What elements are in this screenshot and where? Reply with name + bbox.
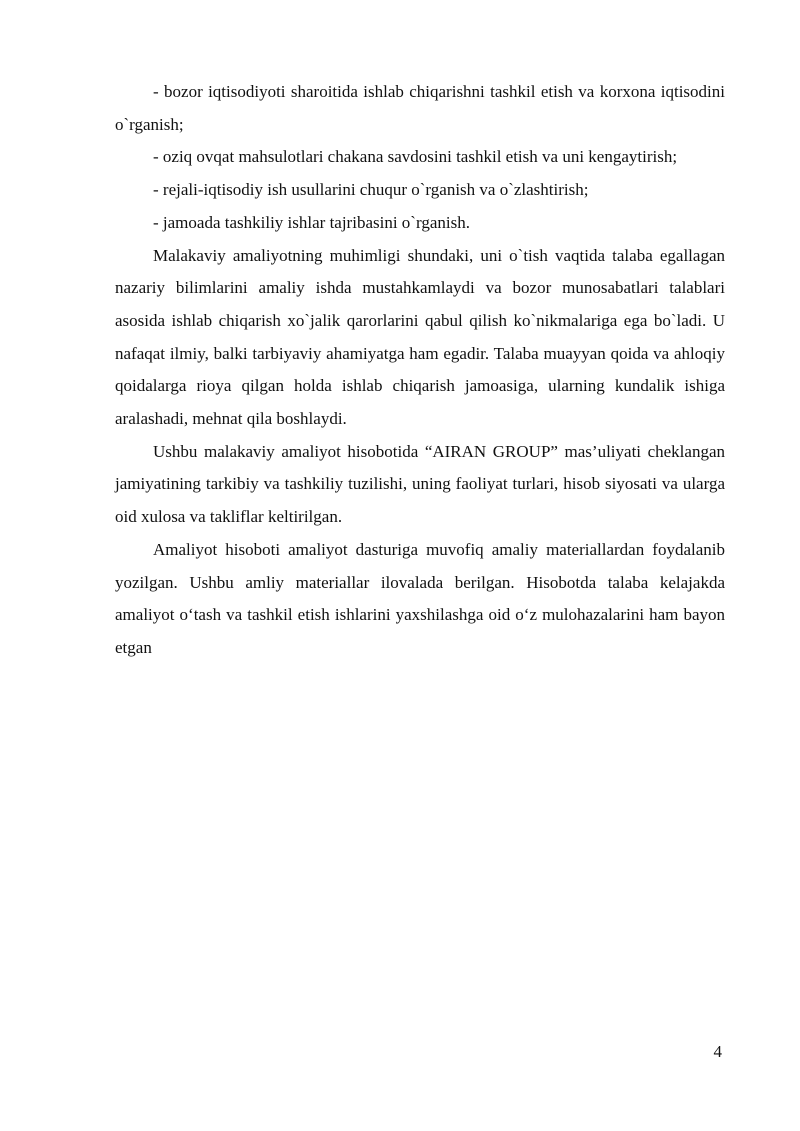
document-body	[115, 76, 725, 665]
list-item-team-experience: - jamoada tashkiliy ishlar tajribasini o`rganish.	[153, 212, 470, 232]
page-number: 4	[713, 1042, 722, 1061]
list-item-planning-methods: - rejali-iqtisodiy ish usullarini chuqur o`rganish va o`zlashtirish;	[153, 180, 589, 200]
paragraph-report-materials: Amaliyot hisoboti amaliyot dasturiga muvofiq amaliy materiallardan foydalanib yozilgan. Ushbu amliy materiallar ilovalada berilgan. Hisobotda talaba kelajakda amaliyot o‘tash va tashkil etish ishlarini yaxshilashga oid o‘z mulohazalarini ham bayon etgan	[115, 539, 725, 657]
list-item-market-economy: - bozor iqtisodiyoti sharoitida ishlab chiqarishni tashkil etish va korxona iqtisodini o`rganish;	[115, 82, 725, 134]
list-item-food-retail: - oziq ovqat mahsulotlari chakana savdosini tashkil etish va uni kengaytirish;	[153, 147, 678, 167]
paragraph-report-scope: Ushbu malakaviy amaliyot hisobotida “AIRAN GROUP” mas’uliyati cheklangan jamiyatining tarkibiy va tashkiliy tuzilishi, uning faoliyat turlari, hisob siyosati va ularga oid xulosa va takliflar keltirilgan.	[115, 441, 725, 527]
paragraph-importance: Malakaviy amaliyotning muhimligi shundaki, uni o`tish vaqtida talaba egallagan nazariy bilimlarini amaliy ishda mustahkamlaydi va bozor munosabatlari talablari asosida ishlab chiqarish xo`jalik qarorlarini qabul qilish ko`nikmalariga ega bo`ladi. U nafaqat ilmiy, balki tarbiyaviy ahamiyatga ham egadir. Talaba muayyan qoida va ahloqiy qoidalarga rioya qilgan holda ishlab chiqarish jamoasiga, ularning kundalik ishiga aralashadi, mehnat qila boshlaydi.	[115, 245, 725, 429]
